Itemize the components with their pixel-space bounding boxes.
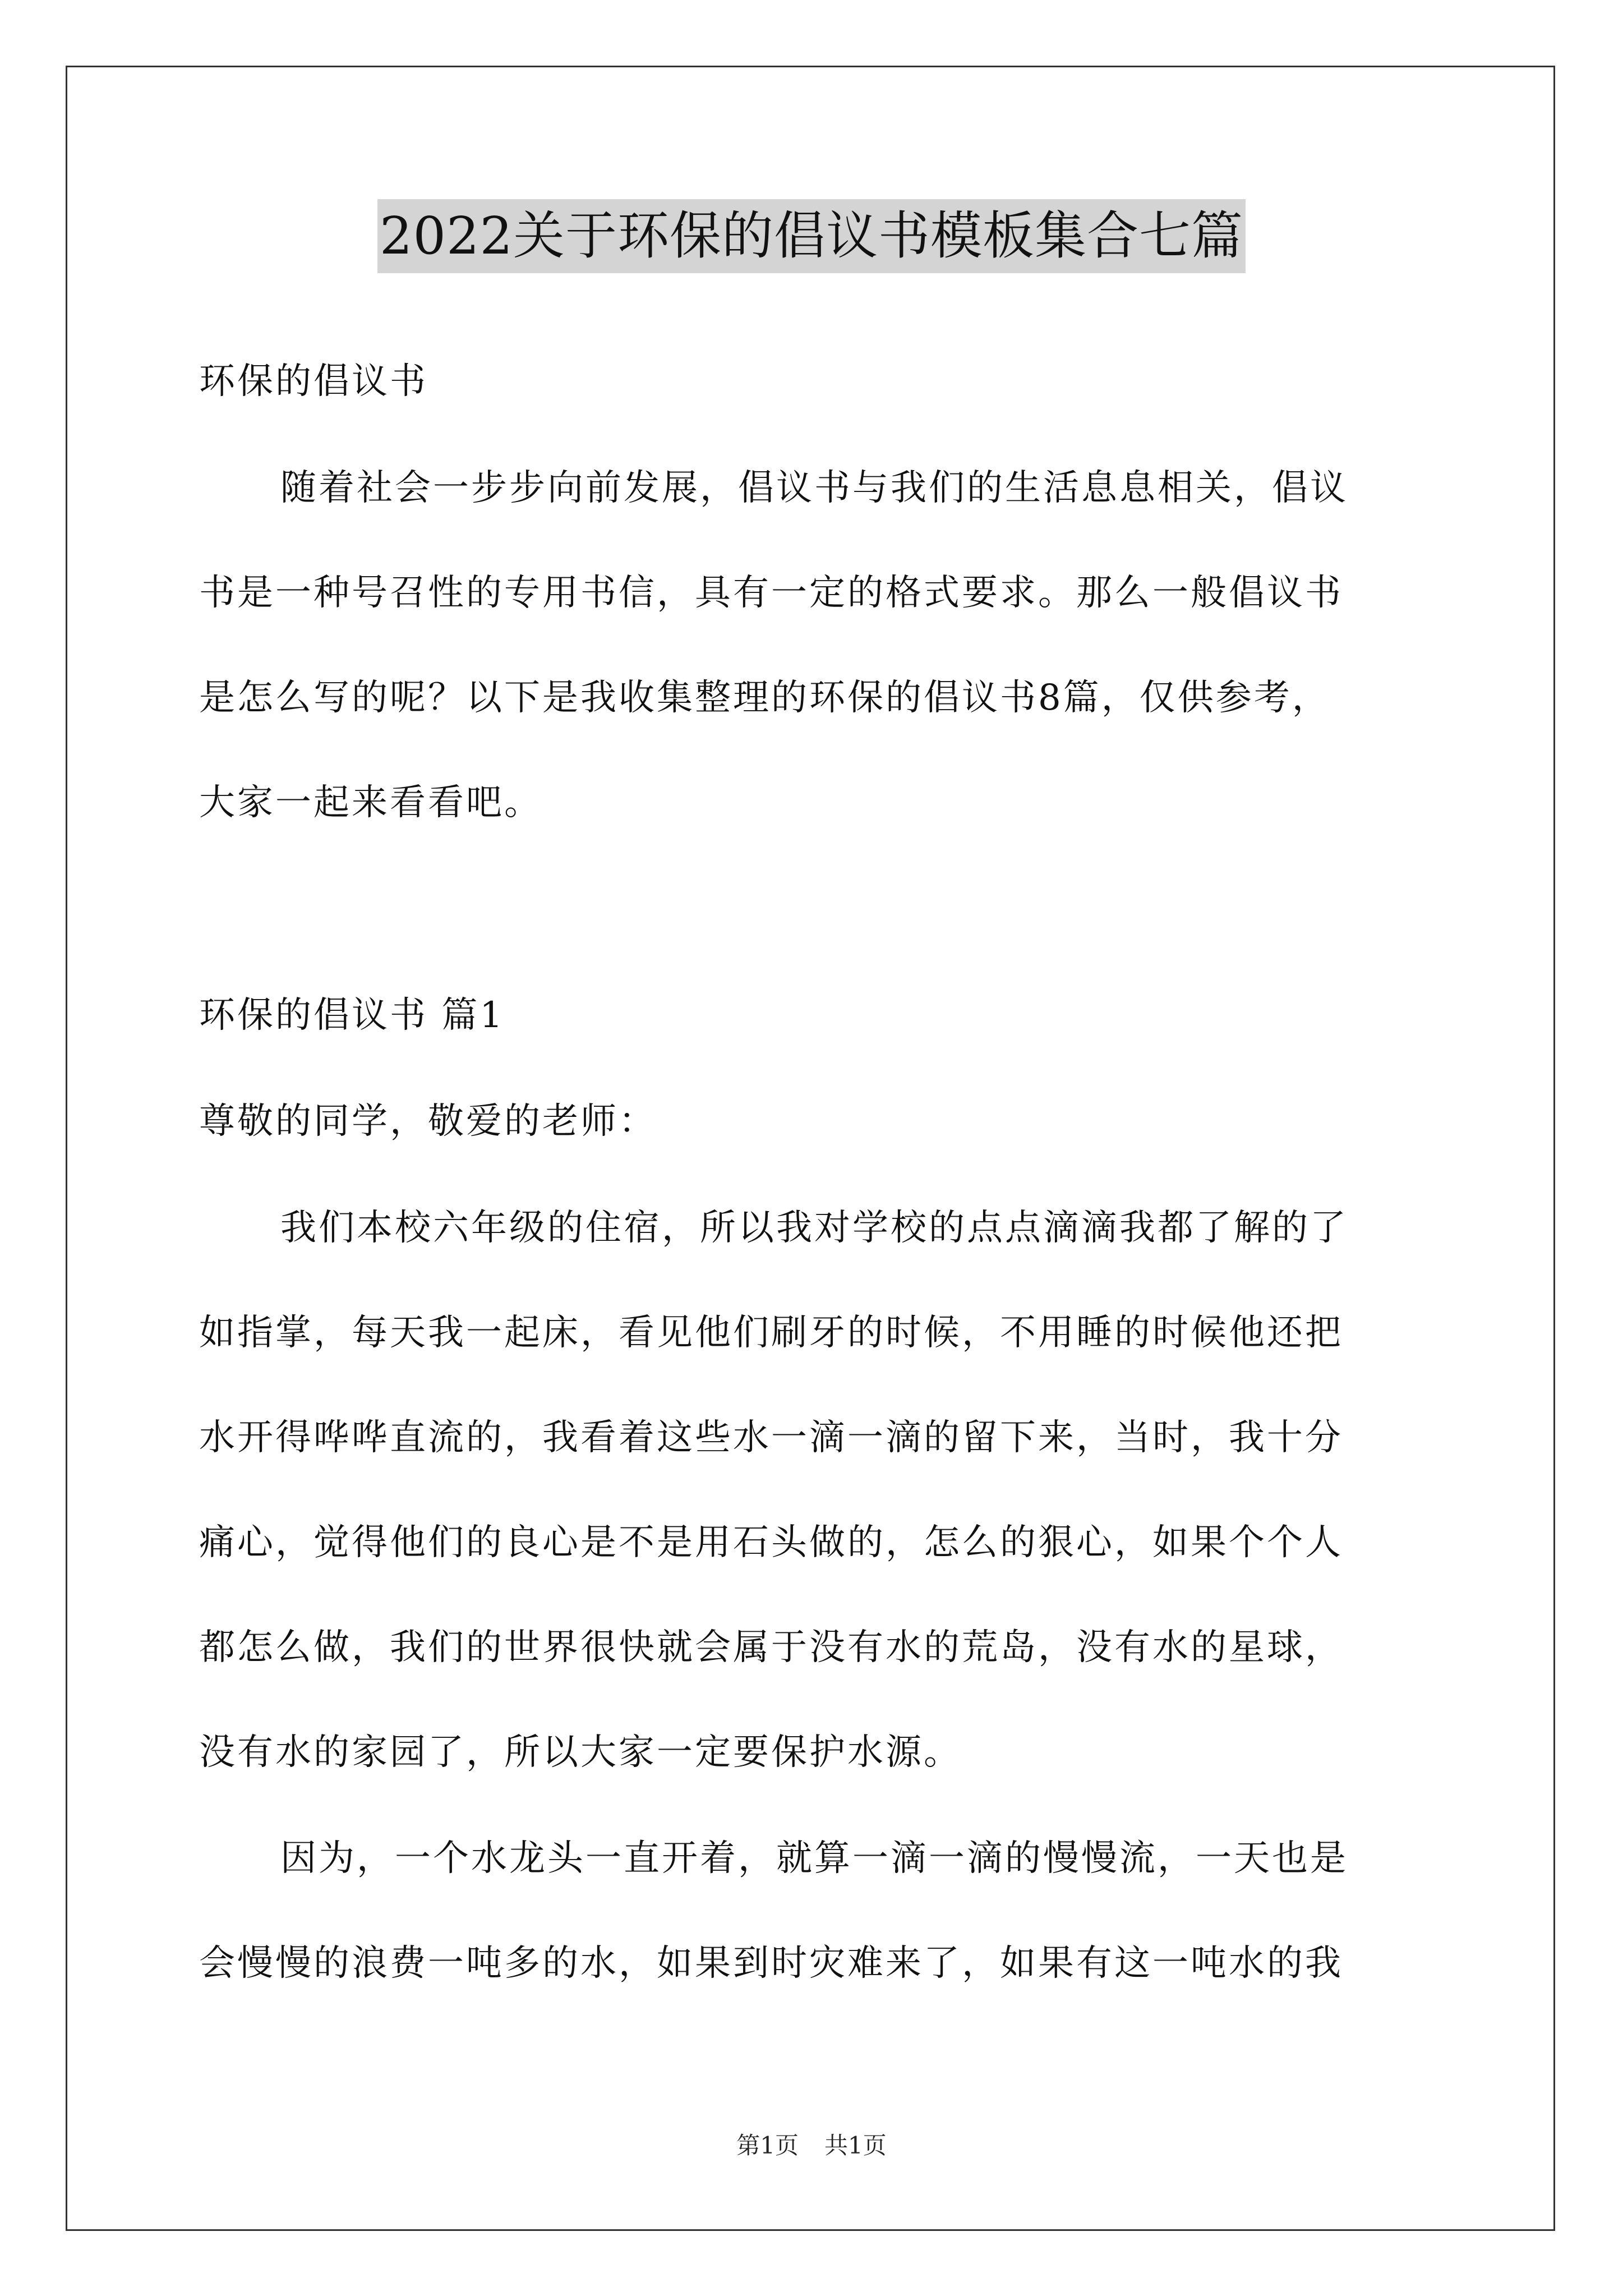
intro-line: 书是一种号召性的专用书信，具有一定的格式要求。那么一般倡议书 [199, 572, 1343, 614]
paragraph-line: 如指掌，每天我一起床，看见他们刷牙的时候，不用睡的时候他还把 [199, 1312, 1343, 1354]
page-total: 共1页 [824, 2132, 887, 2159]
intro-line: 大家一起来看看吧。 [199, 782, 542, 823]
page-footer [0, 2129, 1623, 2162]
document-title: 2022关于环保的倡议书模板集合七篇 [377, 199, 1246, 273]
paragraph-line: 没有水的家园了，所以大家一定要保护水源。 [199, 1732, 962, 1773]
paragraph-line: 痛心，觉得他们的良心是不是用石头做的，怎么的狠心，如果个个人 [199, 1522, 1343, 1563]
intro-line: 随着社会一步步向前发展，倡议书与我们的生活息息相关，倡议 [280, 467, 1348, 509]
paragraph-line: 我们本校六年级的住宿，所以我对学校的点点滴滴我都了解的了 [280, 1207, 1348, 1249]
title-container [0, 199, 1623, 273]
paragraph-line: 水开得哗哗直流的，我看着这些水一滴一滴的留下来，当时，我十分 [199, 1417, 1343, 1458]
paragraph-line: 都怎么做，我们的世界很快就会属于没有水的荒岛，没有水的星球， [199, 1627, 1343, 1668]
paragraph-line: 因为，一个水龙头一直开着，就算一滴一滴的慢慢流，一天也是 [280, 1838, 1348, 1879]
salutation: 尊敬的同学，敬爱的老师： [199, 1101, 657, 1142]
section-heading: 环保的倡议书 篇1 [199, 995, 505, 1036]
paragraph-line: 会慢慢的浪费一吨多的水，如果到时灾难来了，如果有这一吨水的我 [199, 1943, 1343, 1984]
page-number: 第1页 [736, 2132, 799, 2159]
intro-line: 是怎么写的呢？以下是我收集整理的环保的倡议书8篇，仅供参考， [199, 677, 1330, 719]
intro-heading: 环保的倡议书 [199, 361, 428, 402]
